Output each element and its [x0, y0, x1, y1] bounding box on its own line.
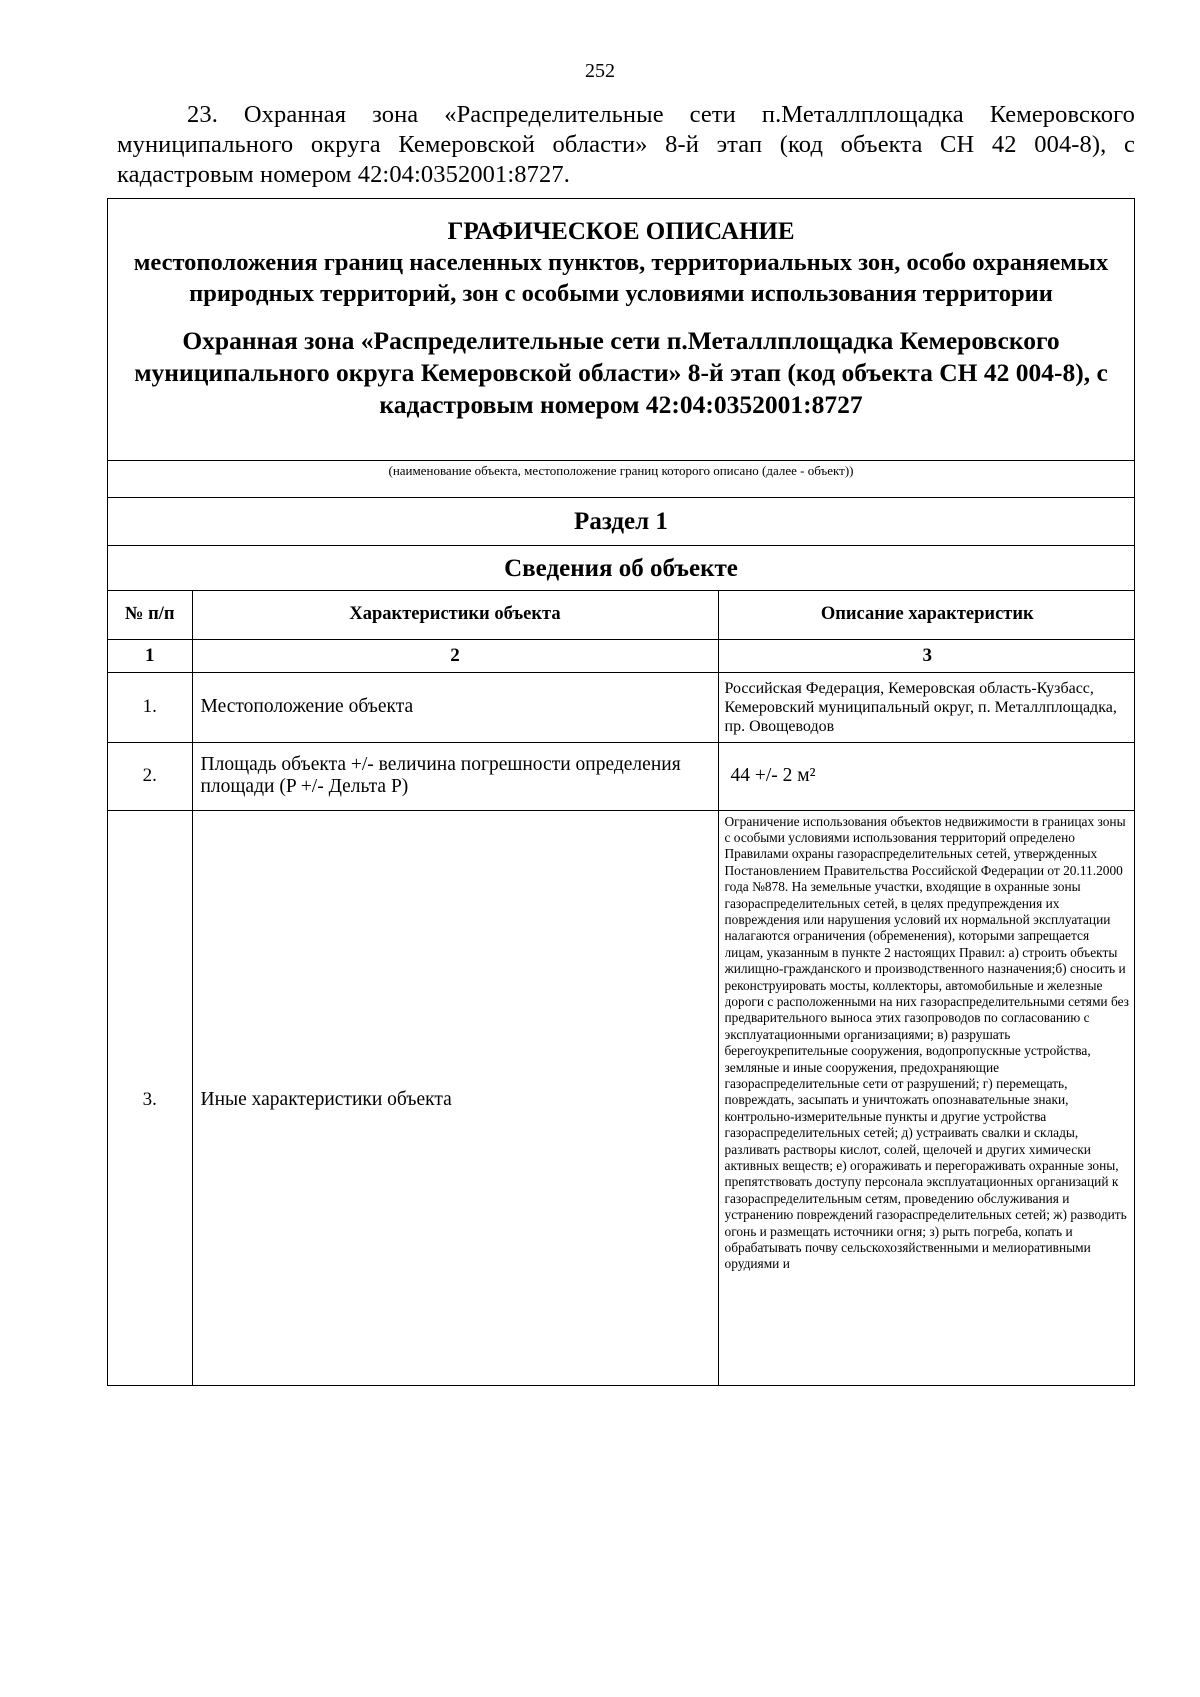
- section-number: Раздел 1: [108, 498, 1134, 546]
- header-description: Описание характеристик: [718, 591, 1135, 639]
- object-name: Охранная зона «Распределительные сети п.Металлплощадка Кемеровского муниципального округа Кемеровской области» 8-й этап (код объекта СН 42 004-8), с кадастровым номером 42:04:0352001:8727: [134, 326, 1108, 419]
- row-description-cell: [718, 810, 1135, 1386]
- row-number: 1.: [108, 672, 192, 742]
- column-number: 1: [108, 639, 192, 672]
- header-block: [108, 199, 1134, 461]
- row-characteristic: Площадь объекта +/- величина погрешности определения площади (P +/- Дельта P): [192, 742, 718, 810]
- table-row: [108, 810, 1135, 1386]
- intro-paragraph: 23. Охранная зона «Распределительные сети п.Металлплощадка Кемеровского муниципального округа Кемеровской области» 8-й этап (код объекта СН 42 004-8), с кадастровым номером 42:04:0352001:8727.: [117, 101, 1135, 188]
- table-row: [108, 742, 1135, 810]
- column-number: 3: [718, 639, 1135, 672]
- description-frame: [107, 198, 1135, 1386]
- document-subtitle: местоположения границ населенных пунктов, территориальных зон, особо охраняемых природных территорий, зон с особыми условиями использования территории: [133, 249, 1109, 307]
- header-characteristic: Характеристики объекта: [192, 591, 718, 639]
- table-header-row: [108, 591, 1135, 639]
- row-number: 2.: [108, 742, 192, 810]
- row-description: Российская Федерация, Кемеровская область-Кузбасс, Кемеровский муниципальный округ, п. Металлплощадка, пр. Овощеводов: [718, 672, 1135, 742]
- column-number: 2: [192, 639, 718, 672]
- row-characteristic: Местоположение объекта: [192, 672, 718, 742]
- column-number-row: [108, 639, 1135, 672]
- object-info-table: [108, 591, 1135, 1386]
- page-number: 252: [585, 60, 615, 82]
- section-title: Сведения об объекте: [108, 546, 1134, 591]
- row-characteristic: Иные характеристики объекта: [192, 810, 718, 1386]
- row-number: 3.: [108, 810, 192, 1386]
- object-name-caption: (наименование объекта, местоположение границ которого описано (далее - объект)): [108, 461, 1134, 498]
- document-title: ГРАФИЧЕСКОЕ ОПИСАНИЕ: [447, 218, 795, 245]
- row-description: 44 +/- 2 м²: [718, 742, 1135, 810]
- header-num: № п/п: [108, 591, 192, 639]
- row-description: Ограничение использования объектов недвижимости в границах зоны с особыми условиями использования территорий определено Правилами охраны газораспределительных сетей, утвержденных Постановлением Правительства Российской Федерации от 20.11.2000 года №878. На земельные участки, входящие в охранные зоны газораспределительных сетей, в целях предупреждения их повреждения или нарушения условий их нормальной эксплуатации налагаются ограничения (обременения), которыми запрещается лицам, указанным в пункте 2 настоящих Правил: а) строить объекты жилищно-гражданского и производственного назначения;б) сносить и реконструировать мосты, коллекторы, автомобильные и железные дороги с расположенными на них газораспределительными сетями без предварительного выноса этих газопроводов по согласованию с эксплуатационными организациями; в) разрушать берегоукрепительные сооружения, водопропускные устройства, земляные и иные сооружения, предохраняющие газораспределительные сети от разрушений; г) перемещать, повреждать, засыпать и уничтожать опознавательные знаки, контрольно-измерительные пункты и другие устройства газораспределительных сетей; д) устраивать свалки и склады, разливать растворы кислот, солей, щелочей и других химически активных веществ; е) огораживать и перегораживать охранные зоны, препятствовать доступу персонала эксплуатационных организаций к газораспределительным сетям, проведению обслуживания и устранению повреждений газораспределительных сетей; ж) разводить огонь и размещать источники огня; з) рыть погреба, копать и обрабатывать почву сельскохозяйственными и мелиоративными орудиями и: [724, 813, 1129, 1272]
- table-row: [108, 672, 1135, 742]
